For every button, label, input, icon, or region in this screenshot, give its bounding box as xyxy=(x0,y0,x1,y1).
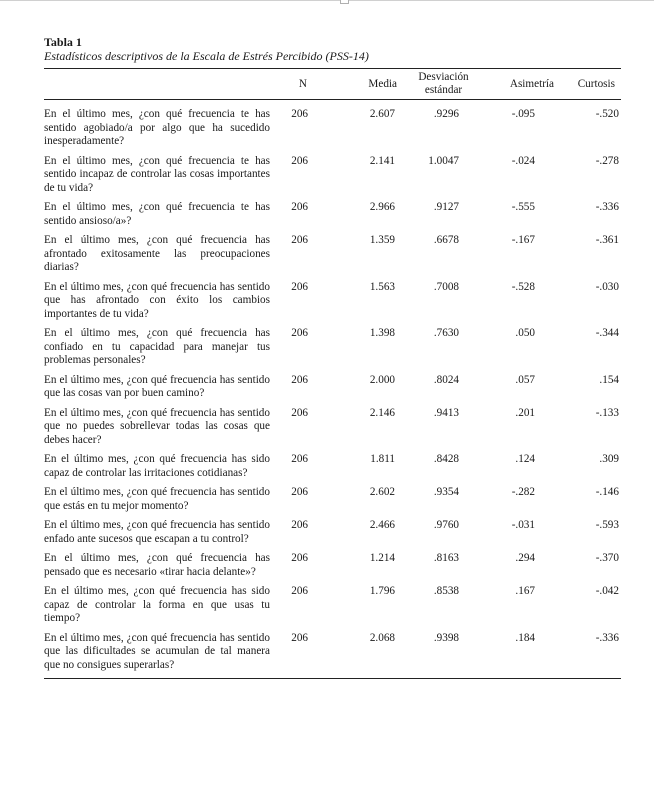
cell-asimetria: .167 xyxy=(515,585,535,597)
cell-asimetria: -.031 xyxy=(511,519,535,531)
cell-item: En el último mes, ¿con qué frecuencia has sentido que las dificultades se acumulan de tal manera que no consigues superarlas? xyxy=(44,631,270,671)
table-row xyxy=(44,281,621,328)
cell-item: En el último mes, ¿con qué frecuencia te has sentido ansioso/a»? xyxy=(44,201,270,227)
cell-curtosis: -.133 xyxy=(595,406,619,419)
cell-desviacion: .9760 xyxy=(433,519,459,531)
cell-asimetria: -.282 xyxy=(511,486,535,498)
cell-n: 206 xyxy=(291,406,308,419)
page-top-marker xyxy=(340,0,349,4)
header-desviacion-line2: estándar xyxy=(424,84,463,96)
cell-desviacion: .8538 xyxy=(433,585,459,597)
cell-curtosis: -.278 xyxy=(595,154,619,167)
header-item xyxy=(44,69,274,100)
cell-desviacion: .8163 xyxy=(433,552,459,564)
cell-n: 206 xyxy=(291,280,308,293)
table-row xyxy=(44,374,621,407)
cell-media: 1.796 xyxy=(369,585,395,597)
cell-asimetria: -.528 xyxy=(511,280,535,293)
cell-curtosis: -.146 xyxy=(595,486,619,498)
cell-asimetria: -.095 xyxy=(511,108,535,120)
table-row xyxy=(44,327,621,374)
header-desviacion xyxy=(409,69,478,100)
cell-media: 1.214 xyxy=(369,552,395,564)
cell-media: 2.068 xyxy=(369,631,395,644)
cell-item: En el último mes, ¿con qué frecuencia has pensado que es necesario «tirar hacia delante»? xyxy=(44,552,270,578)
cell-curtosis: -.361 xyxy=(595,234,619,246)
cell-curtosis: -.344 xyxy=(595,327,619,339)
cell-curtosis: .309 xyxy=(599,453,619,465)
cell-item: En el último mes, ¿con qué frecuencia te has sentido agobiado/a por algo que ha sucedido inesperadamente? xyxy=(44,108,270,147)
table-row xyxy=(44,201,621,234)
cell-item: En el último mes, ¿con qué frecuencia has sentido enfado ante sucesos que escapan a tu control? xyxy=(44,519,270,545)
cell-n: 206 xyxy=(291,108,308,120)
cell-desviacion: .6678 xyxy=(433,234,459,246)
cell-curtosis: -.030 xyxy=(595,280,619,293)
cell-curtosis: -.042 xyxy=(595,585,619,597)
cell-asimetria: -.167 xyxy=(511,234,535,246)
cell-media: 2.141 xyxy=(369,154,395,167)
cell-media: 2.607 xyxy=(369,108,395,120)
cell-n: 206 xyxy=(291,585,308,597)
header-desviacion-line1: Desviación xyxy=(418,71,469,83)
descriptive-statistics-table xyxy=(44,68,621,679)
cell-media: 1.563 xyxy=(369,280,395,293)
cell-item: En el último mes, ¿con qué frecuencia te has sentido incapaz de controlar las cosas importantes de tu vida? xyxy=(44,154,270,194)
cell-asimetria: .057 xyxy=(515,373,535,386)
cell-curtosis: .154 xyxy=(599,373,619,386)
cell-n: 206 xyxy=(291,327,308,339)
table-row xyxy=(44,100,621,155)
cell-n: 206 xyxy=(291,453,308,465)
cell-item: En el último mes, ¿con qué frecuencia has sido capaz de controlar las irritaciones cotidianas? xyxy=(44,453,270,479)
header-n: N xyxy=(298,77,307,90)
cell-item: En el último mes, ¿con qué frecuencia has sido capaz de controlar la forma en que usas tu tiempo? xyxy=(44,585,270,624)
cell-desviacion: .8428 xyxy=(433,453,459,465)
cell-desviacion: 1.0047 xyxy=(428,154,459,167)
cell-n: 206 xyxy=(291,373,308,386)
cell-asimetria: .184 xyxy=(515,631,535,644)
table-row xyxy=(44,585,621,632)
header-asimetria: Asimetría xyxy=(509,77,554,90)
table-row xyxy=(44,407,621,454)
cell-media: 1.398 xyxy=(369,327,395,339)
table-title: Estadísticos descriptivos de la Escala de Estrés Percibido (PSS-14) xyxy=(44,49,369,63)
cell-asimetria: -.555 xyxy=(511,201,535,213)
header-media: Media xyxy=(368,77,397,90)
cell-curtosis: -.520 xyxy=(595,108,619,120)
cell-asimetria: .294 xyxy=(515,552,535,564)
header-curtosis: Curtosis xyxy=(577,77,615,90)
cell-desviacion: .7008 xyxy=(433,280,459,293)
cell-media: 2.602 xyxy=(369,486,395,498)
cell-desviacion: .8024 xyxy=(433,373,459,386)
cell-item: En el último mes, ¿con qué frecuencia has sentido que no puedes sobrellevar todas las cosas que debes hacer? xyxy=(44,406,270,446)
table-row xyxy=(44,519,621,552)
cell-media: 1.359 xyxy=(369,234,395,246)
cell-media: 2.466 xyxy=(369,519,395,531)
cell-n: 206 xyxy=(291,519,308,531)
table-row xyxy=(44,486,621,519)
document-body xyxy=(44,36,621,679)
cell-n: 206 xyxy=(291,154,308,167)
cell-desviacion: .9127 xyxy=(433,201,459,213)
table-row xyxy=(44,453,621,486)
cell-item: En el último mes, ¿con qué frecuencia has sentido que has afrontado con éxito los cambios importantes de tu vida? xyxy=(44,280,270,320)
cell-desviacion: .9296 xyxy=(433,108,459,120)
table-row xyxy=(44,552,621,585)
cell-desviacion: .9354 xyxy=(433,486,459,498)
cell-n: 206 xyxy=(291,234,308,246)
cell-n: 206 xyxy=(291,631,308,644)
cell-media: 2.966 xyxy=(369,201,395,213)
cell-curtosis: -.336 xyxy=(595,631,619,644)
table-label: Tabla 1 xyxy=(44,35,82,49)
page-top-border xyxy=(0,0,654,1)
cell-item: En el último mes, ¿con qué frecuencia has afrontado exitosamente las preocupaciones diarias? xyxy=(44,234,270,273)
cell-desviacion: .9413 xyxy=(433,406,459,419)
cell-asimetria: .201 xyxy=(515,406,535,419)
cell-curtosis: -.593 xyxy=(595,519,619,531)
cell-media: 2.146 xyxy=(369,406,395,419)
cell-curtosis: -.336 xyxy=(595,201,619,213)
table-row xyxy=(44,234,621,281)
cell-media: 2.000 xyxy=(369,373,395,386)
cell-item: En el último mes, ¿con qué frecuencia has sentido que estás en tu mejor momento? xyxy=(44,486,270,512)
table-row xyxy=(44,155,621,202)
table-header-row xyxy=(44,69,621,100)
cell-n: 206 xyxy=(291,201,308,213)
cell-item: En el último mes, ¿con qué frecuencia has confiado en tu capacidad para manejar tus problemas personales? xyxy=(44,327,270,366)
cell-asimetria: -.024 xyxy=(511,154,535,167)
cell-asimetria: .050 xyxy=(515,327,535,339)
table-row xyxy=(44,632,621,679)
cell-desviacion: .7630 xyxy=(433,327,459,339)
cell-item: En el último mes, ¿con qué frecuencia has sentido que las cosas van por buen camino? xyxy=(44,373,270,399)
cell-n: 206 xyxy=(291,486,308,498)
table-body xyxy=(44,100,621,679)
cell-media: 1.811 xyxy=(370,453,395,465)
cell-desviacion: .9398 xyxy=(433,631,459,644)
cell-curtosis: -.370 xyxy=(595,552,619,564)
cell-asimetria: .124 xyxy=(515,453,535,465)
cell-n: 206 xyxy=(291,552,308,564)
